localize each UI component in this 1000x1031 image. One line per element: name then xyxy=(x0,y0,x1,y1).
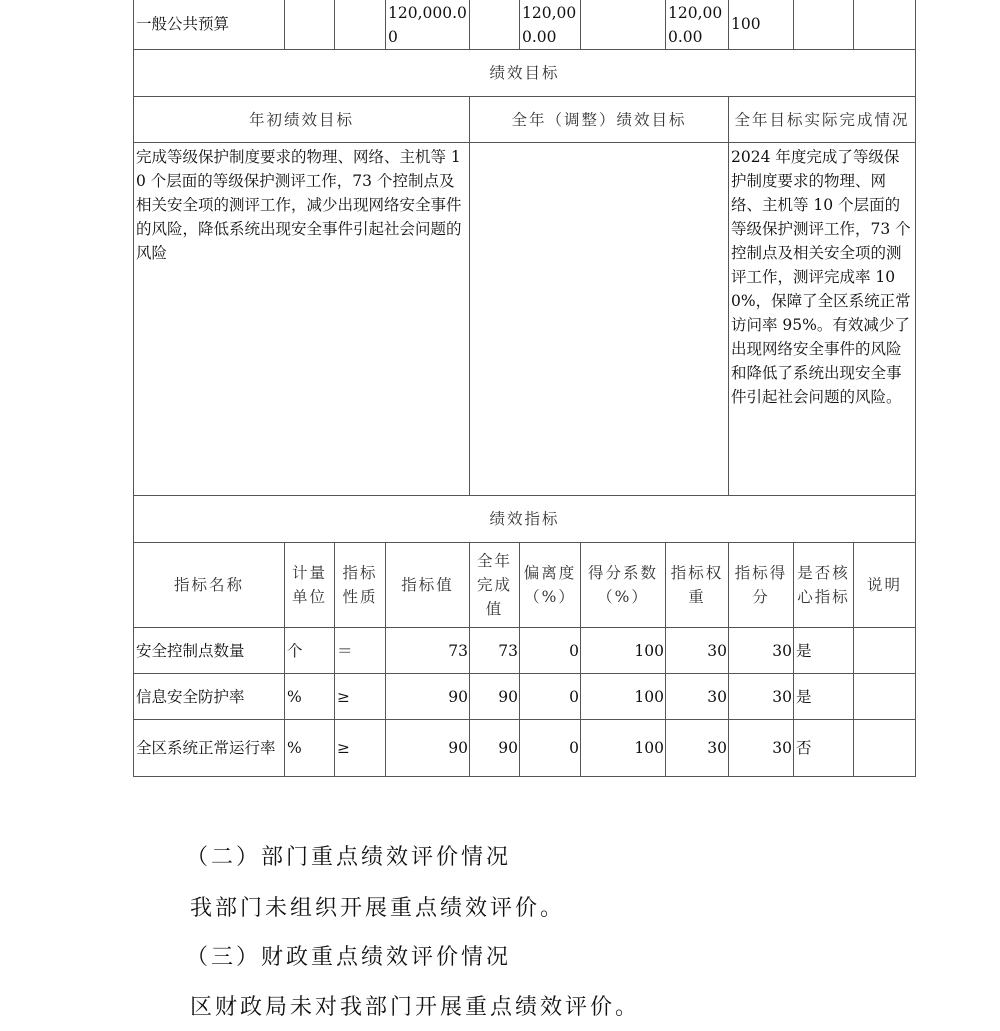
goals-header-actual: 全年目标实际完成情况 xyxy=(729,97,916,143)
adjusted-goal-text xyxy=(470,143,729,496)
budget-rate: 100 xyxy=(729,0,794,50)
header-coefficient: 得分系数（%） xyxy=(581,543,666,628)
indicator-core: 是 xyxy=(794,674,854,720)
performance-table xyxy=(133,0,916,777)
table-row xyxy=(134,628,916,674)
header-weight: 指标权重 xyxy=(666,543,729,628)
indicator-coefficient: 100 xyxy=(581,628,666,674)
header-target: 指标值 xyxy=(386,543,470,628)
table-row xyxy=(134,720,916,777)
budget-row xyxy=(134,0,916,50)
section-heading: （三）财政重点绩效评价情况 xyxy=(186,945,512,970)
indicator-actual: 90 xyxy=(470,674,520,720)
budget-amount: 120,000.00 xyxy=(386,0,470,50)
budget-cell xyxy=(285,0,335,50)
table-row xyxy=(134,674,916,720)
initial-goal-text: 完成等级保护制度要求的物理、网络、主机等 10 个层面的等级保护测评工作，73 个控制点及相关安全项的测评工作，减少出现网络安全事件的风险，降低系统出现安全事件引起社会问题的风险 xyxy=(134,143,470,496)
indicator-deviation: 0 xyxy=(520,628,581,674)
section-heading: （二）部门重点绩效评价情况 xyxy=(186,845,512,870)
header-note: 说明 xyxy=(854,543,916,628)
header-core: 是否核心指标 xyxy=(794,543,854,628)
actual-completion-text: 2024 年度完成了等级保护制度要求的物理、网络、主机等 10 个层面的等级保护测评工作，73 个控制点及相关安全项的测评工作，测评完成率 100%，保障了全区系统正常访问率 95%。有效减少了出现网络安全事件的风险和降低了系统出现安全事件引起社会问题的风险。 xyxy=(729,143,916,496)
budget-amount: 120,000.00 xyxy=(666,0,729,50)
indicator-unit: % xyxy=(285,674,335,720)
indicator-unit: 个 xyxy=(285,628,335,674)
indicator-score: 30 xyxy=(729,674,794,720)
header-deviation: 偏离度（%） xyxy=(520,543,581,628)
indicator-nature: ≥ xyxy=(335,720,386,777)
indicator-name: 安全控制点数量 xyxy=(134,628,285,674)
indicators-section-title: 绩效指标 xyxy=(134,496,916,543)
indicator-nature: ＝ xyxy=(335,628,386,674)
indicator-note xyxy=(854,720,916,777)
header-unit: 计量单位 xyxy=(285,543,335,628)
header-actual: 全年完成值 xyxy=(470,543,520,628)
indicator-score: 30 xyxy=(729,628,794,674)
indicator-unit: % xyxy=(285,720,335,777)
indicator-deviation: 0 xyxy=(520,674,581,720)
header-nature: 指标性质 xyxy=(335,543,386,628)
indicator-score: 30 xyxy=(729,720,794,777)
indicator-weight: 30 xyxy=(666,720,729,777)
indicator-deviation: 0 xyxy=(520,720,581,777)
budget-cell xyxy=(470,0,520,50)
indicator-target: 90 xyxy=(386,720,470,777)
indicator-coefficient: 100 xyxy=(581,674,666,720)
indicator-core: 是 xyxy=(794,628,854,674)
indicator-nature: ≥ xyxy=(335,674,386,720)
goals-section-title: 绩效目标 xyxy=(134,50,916,97)
goals-header-adjusted: 全年（调整）绩效目标 xyxy=(470,97,729,143)
indicator-weight: 30 xyxy=(666,628,729,674)
budget-label: 一般公共预算 xyxy=(134,0,285,50)
goals-header-initial: 年初绩效目标 xyxy=(134,97,470,143)
indicator-coefficient: 100 xyxy=(581,720,666,777)
budget-cell xyxy=(854,0,916,50)
budget-amount: 120,000.00 xyxy=(520,0,581,50)
indicator-actual: 90 xyxy=(470,720,520,777)
header-indicator-name: 指标名称 xyxy=(134,543,285,628)
indicator-name: 全区系统正常运行率 xyxy=(134,720,285,777)
indicator-note xyxy=(854,628,916,674)
indicator-weight: 30 xyxy=(666,674,729,720)
indicator-note xyxy=(854,674,916,720)
indicators-header-row xyxy=(134,543,916,628)
indicator-target: 90 xyxy=(386,674,470,720)
indicator-name: 信息安全防护率 xyxy=(134,674,285,720)
budget-cell xyxy=(335,0,386,50)
budget-cell xyxy=(581,0,666,50)
indicator-actual: 73 xyxy=(470,628,520,674)
indicator-target: 73 xyxy=(386,628,470,674)
section-body: 我部门未组织开展重点绩效评价。 xyxy=(190,896,566,921)
header-score: 指标得分 xyxy=(729,543,794,628)
section-body: 区财政局未对我部门开展重点绩效评价。 xyxy=(190,995,641,1020)
indicator-core: 否 xyxy=(794,720,854,777)
budget-cell xyxy=(794,0,854,50)
